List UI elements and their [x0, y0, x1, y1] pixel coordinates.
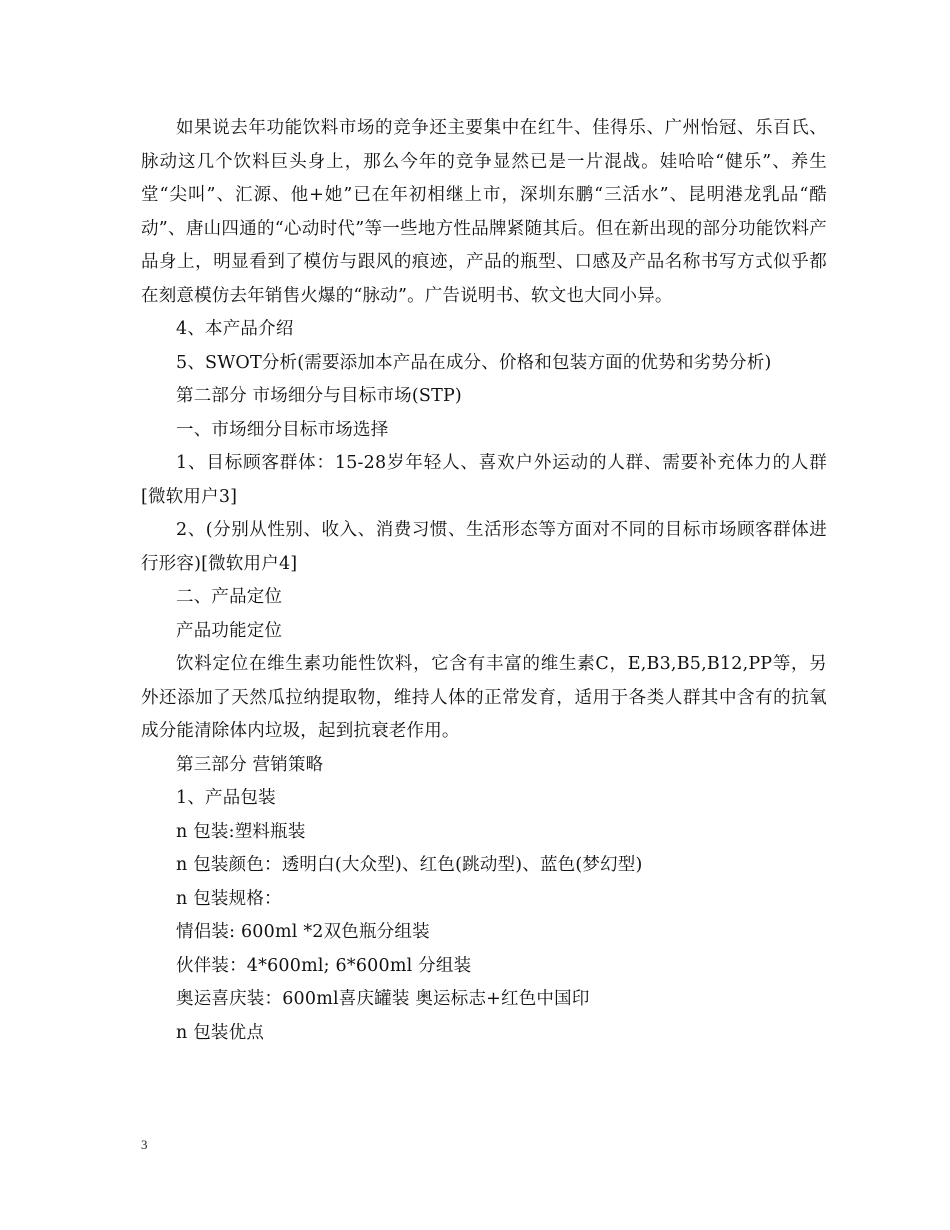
list-item-packaging-colors: n 包装颜色：透明白(大众型)、红色(跳动型)、蓝色(梦幻型) — [176, 855, 643, 875]
heading-product-positioning: 二、产品定位 — [176, 587, 283, 607]
paragraph-customer-description: 2、(分别从性别、收入、消费习惯、生活形态等方面对不同的目标市场顾客群体进行形容)[微软用户4] — [141, 520, 827, 574]
heading-function-positioning: 产品功能定位 — [176, 620, 283, 641]
paragraph-beverage-positioning: 饮料定位在维生素功能性饮料，它含有丰富的维生素C，E,B3,B5,B12,PP等，另外还添加了天然瓜拉纳提取物，维持人体的正常发育，适用于各类人群其中含有的抗氧成分能清除体内垃圾，起到抗衰老作用。 — [141, 654, 827, 741]
paragraph-target-customers: 1、目标顾客群体：15-28岁年轻人、喜欢户外运动的人群、需要补充体力的人群 [微软用户3] — [141, 453, 827, 507]
document-body — [141, 112, 827, 1050]
heading-product-intro: 4、本产品介绍 — [176, 319, 294, 339]
section-heading-part-two: 第二部分 市场细分与目标市场(STP) — [176, 386, 462, 406]
heading-swot: 5、SWOT分析(需要添加本产品在成分、价格和包装方面的优势和劣势分析) — [176, 352, 772, 373]
list-item-packaging-type: n 包装:塑料瓶装 — [176, 821, 306, 842]
packaging-couple-pack: 情侣装: 600ml *2双色瓶分组装 — [176, 922, 430, 942]
section-heading-part-three: 第三部分 营销策略 — [176, 754, 324, 775]
page-number: 3 — [141, 1137, 148, 1152]
heading-product-packaging: 1、产品包装 — [176, 788, 276, 808]
list-item-packaging-advantages: n 包装优点 — [176, 1022, 265, 1043]
packaging-partner-pack: 伙伴装：4*600ml; 6*600ml 分组装 — [176, 955, 472, 976]
list-item-packaging-specs: n 包装规格： — [176, 888, 282, 909]
paragraph-market-competition: 如果说去年功能饮料市场的竞争还主要集中在红牛、佳得乐、广州怡冠、乐百氏、脉动这几个饮料巨头身上，那么今年的竞争显然已是一片混战。娃哈哈“健乐”、养生堂“尖叫”、汇源、他+她”已在年初相继上市，深圳东鹏“三活水”、昆明港龙乳品“酷动”、唐山四通的“心动时代”等一些地方性品牌紧随其后。但在新出现的部分功能饮料产品身上，明显看到了模仿与跟风的痕迹，产品的瓶型、口感及产品名称书写方式似乎都在刻意模仿去年销售火爆的“脉动”。广告说明书、软文也大同小异。 — [141, 118, 827, 306]
heading-market-segmentation: 一、市场细分目标市场选择 — [176, 419, 389, 440]
packaging-olympic-pack: 奥运喜庆装：600ml喜庆罐装 奥运标志+红色中国印 — [176, 989, 590, 1009]
